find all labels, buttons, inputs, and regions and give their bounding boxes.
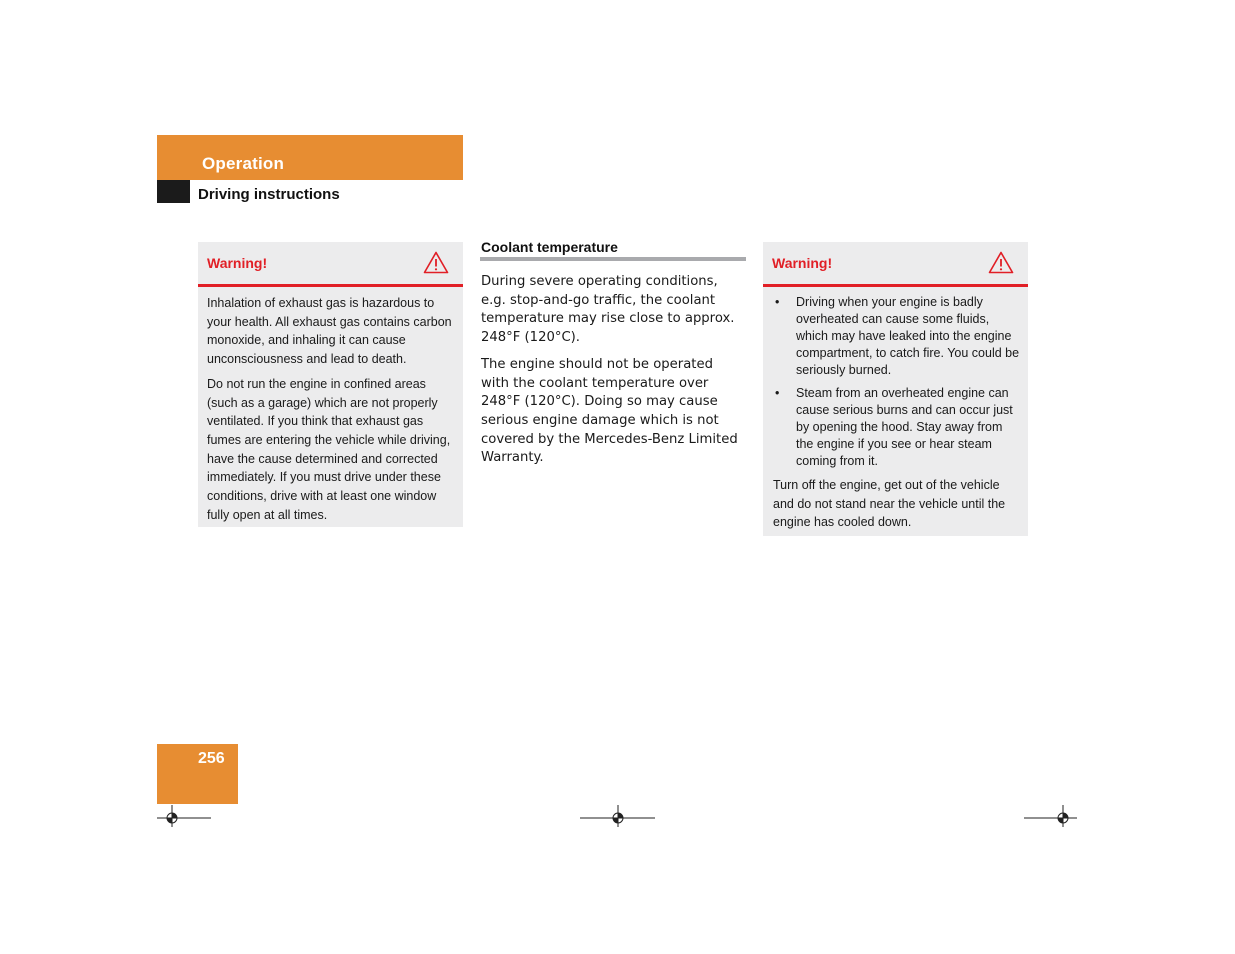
warning-header — [198, 242, 463, 287]
warning-triangle-icon — [988, 251, 1014, 274]
warning-paragraph: Inhalation of exhaust gas is hazardous to your health. All exhaust gas contains carbon monoxide, and inhaling it can cause unconsciousness and lead to death. — [207, 296, 452, 367]
registration-mark-icon — [1022, 804, 1102, 828]
body-paragraph: The engine should not be operated with the coolant temperature over 248°F (120°C). Doing so may cause serious engine damage which is not covered by the Mercedes-Benz Limited Warranty. — [481, 356, 738, 466]
warning-box-overheat — [763, 242, 1028, 536]
warning-label: Warning! — [207, 255, 268, 271]
warning-bullet: • Driving when your engine is badly overheated can cause some fluids, which may have leaked into the engine compartment, to catch fire. You could be seriously burned. — [773, 294, 1020, 379]
page-number: 256 — [198, 750, 225, 767]
subsection-title: Driving instructions — [198, 186, 340, 203]
warning-box-exhaust — [198, 242, 463, 527]
warning-closing: Turn off the engine, get out of the vehicle and do not stand near the vehicle until the engine has cooled down. — [773, 478, 1006, 530]
warning-bullet-list — [773, 294, 1020, 470]
registration-mark-icon — [578, 804, 658, 828]
warning-triangle-icon — [423, 251, 449, 274]
heading-rule — [480, 257, 746, 261]
warning-label: Warning! — [772, 255, 833, 271]
warning-body — [763, 287, 1028, 546]
coolant-heading: Coolant temperature — [481, 239, 618, 255]
coolant-body — [481, 273, 743, 476]
warning-body — [198, 287, 463, 538]
registration-mark-icon — [155, 804, 235, 828]
warning-header — [763, 242, 1028, 287]
warning-bullet: • Steam from an overheated engine can cause serious burns and can occur just by opening the hood. Stay away from the engine if you see or hear steam coming from it. — [773, 385, 1020, 470]
subsection-marker — [157, 180, 190, 203]
warning-paragraph: Do not run the engine in confined areas (such as a garage) which are not properly ventilated. If you think that exhaust gas fumes are entering the vehicle while driving, have the cause determined and corrected immediately. If you must drive under these conditions, drive with at least one window fully open at all times. — [207, 376, 451, 522]
section-title: Operation — [202, 154, 285, 173]
body-paragraph: During severe operating conditions, e.g. stop-and-go traffic, the coolant temperature may rise close to approx. 248°F (120°C). — [481, 274, 735, 346]
